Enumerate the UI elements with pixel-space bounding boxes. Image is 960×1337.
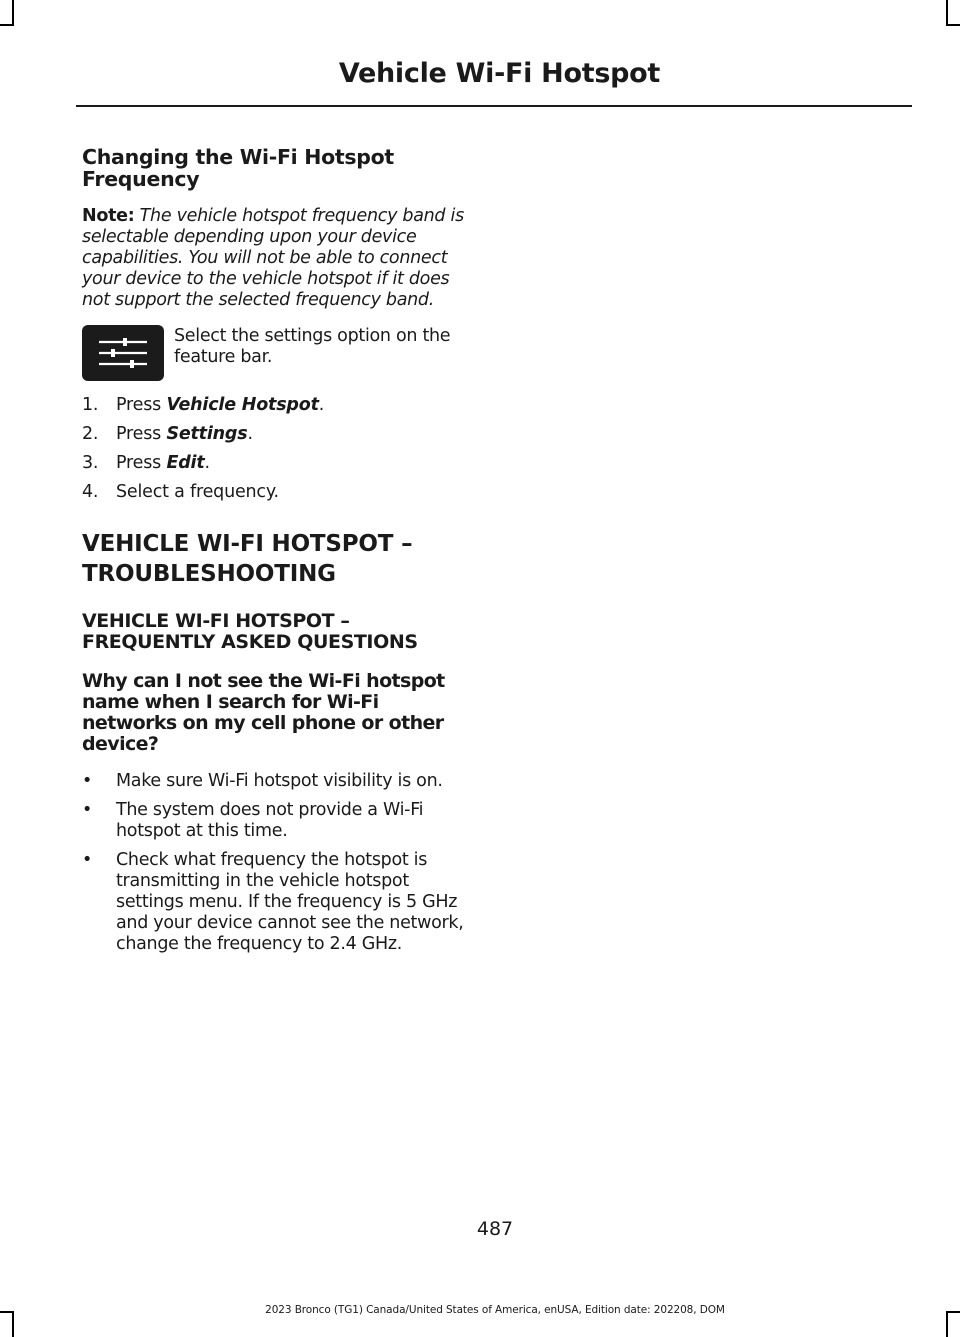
list-item [82, 453, 477, 474]
crop-mark [12, 0, 14, 24]
list-item [82, 482, 477, 503]
page-number: 487 [476, 1218, 514, 1240]
bullet-marker: • [82, 771, 93, 791]
frequency-heading: Changing the Wi-Fi Hotspot Frequency [82, 145, 394, 191]
step-number: 2. [82, 424, 99, 444]
bullet-marker: • [82, 850, 93, 870]
frequency-steps [82, 395, 477, 503]
step-number: 3. [82, 453, 99, 473]
crop-mark [946, 24, 960, 26]
settings-sliders-icon [82, 325, 164, 381]
settings-instruction [82, 325, 477, 381]
menu-option-vehicle-hotspot: Vehicle Hotspot [166, 395, 319, 415]
frequency-note [82, 206, 477, 311]
list-item [82, 424, 477, 445]
faq-heading: VEHICLE WI-FI HOTSPOT – FREQUENTLY ASKED QUESTIONS [82, 610, 418, 653]
edition-footer: 2023 Bronco (TG1) Canada/United States of America, enUSA, Edition date: 202208, DOM [265, 1304, 725, 1316]
crop-mark [946, 0, 948, 24]
step-number: 1. [82, 395, 99, 415]
list-item: • The system does not provide a Wi-Fi hotspot at this time. [82, 800, 424, 841]
step-text: Press Vehicle Hotspot. [116, 395, 325, 415]
faq-question: Why can I not see the Wi-Fi hotspot name when I search for Wi-Fi networks on my cell phone or other device? [82, 670, 445, 755]
note-text: The vehicle hotspot frequency band is selectable depending upon your device capabilities. You will not be able to connect your device to the vehicle hotspot if it does not support the selected frequency band. [82, 206, 464, 310]
header-divider [76, 105, 912, 107]
note-label: Note: [82, 206, 135, 226]
list-item: • Check what frequency the hotspot is transmitting in the vehicle hotspot settings menu. If the frequency is 5 GHz and your device cannot see the network, change the frequency to 2.4 GHz. [82, 850, 464, 954]
bullet-marker: • [82, 800, 93, 820]
list-item [82, 395, 477, 416]
list-item: • Make sure Wi-Fi hotspot visibility is on. [82, 771, 443, 791]
faq-answers [82, 771, 477, 955]
content-column [82, 146, 477, 963]
troubleshooting-heading: VEHICLE WI-FI HOTSPOT – TROUBLESHOOTING [82, 531, 413, 587]
step-text: Press Edit. [116, 453, 210, 473]
page-header-title: Vehicle Wi-Fi Hotspot [338, 58, 660, 89]
settings-instruction-text: Select the settings option on the feature bar. [174, 326, 451, 367]
crop-mark [0, 24, 14, 26]
step-text: Press Settings. [116, 424, 253, 444]
step-text: Select a frequency. [116, 482, 279, 502]
step-number: 4. [82, 482, 99, 502]
menu-option-edit: Edit [166, 453, 205, 473]
menu-option-settings: Settings [166, 424, 248, 444]
